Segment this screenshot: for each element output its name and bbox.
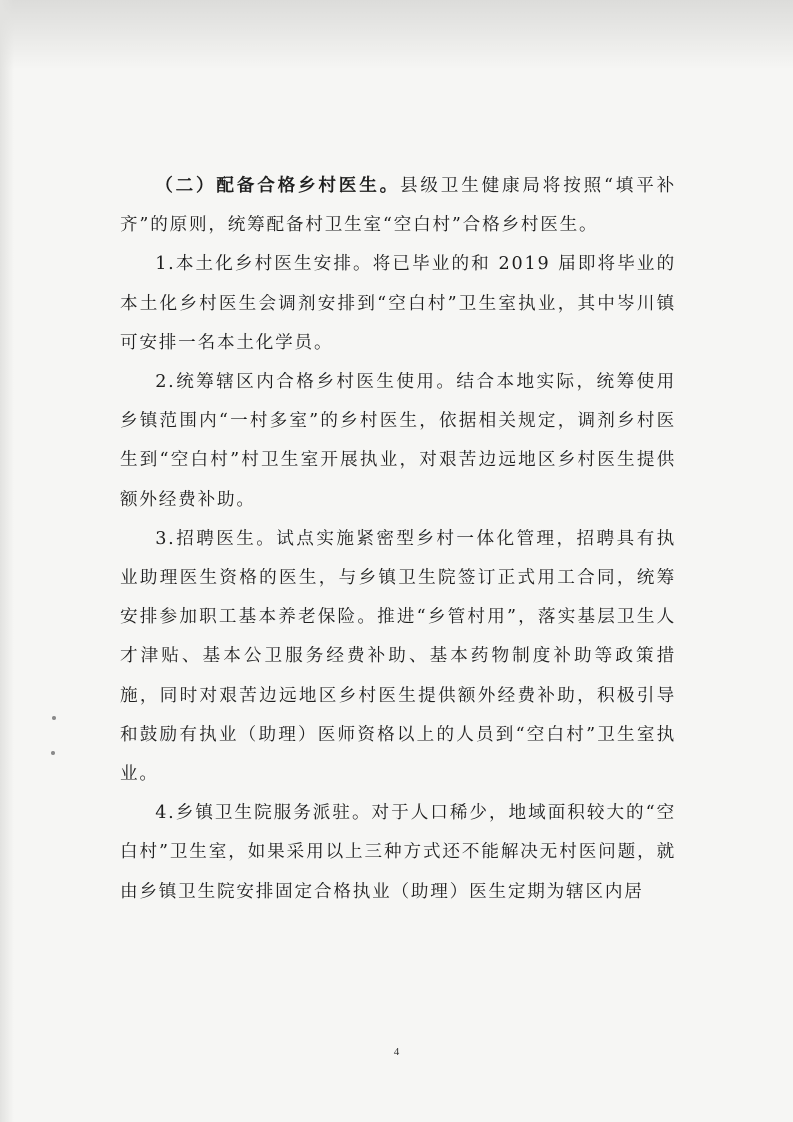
paragraph-text: 1.本土化乡村医生安排。将已毕业的和 2019 届即将毕业的本土化乡村医生会调剂安排到“空白村”卫生室执业，其中岑川镇可安排一名本土化学员。 — [120, 254, 676, 353]
scan-speck — [52, 716, 56, 720]
document-body — [120, 166, 676, 912]
paragraph-item-4 — [120, 794, 676, 912]
paragraph-section-heading — [120, 166, 676, 245]
paragraph-text: 4.乡镇卫生院服务派驻。对于人口稀少，地域面积较大的“空白村”卫生室，如果采用以上三种方式还不能解决无村医问题，就由乡镇卫生院安排固定合格执业（助理）医生定期为辖区内居 — [120, 803, 676, 902]
paragraph-text: 2.统筹辖区内合格乡村医生使用。结合本地实际，统筹使用乡镇范围内“一村多室”的乡村医生，依据相关规定，调剂乡村医生到“空白村”村卫生室开展执业，对艰苦边远地区乡村医生提供额外经费补助。 — [120, 372, 676, 510]
paragraph-text: 3.招聘医生。试点实施紧密型乡村一体化管理，招聘具有执业助理医生资格的医生，与乡镇卫生院签订正式用工合同，统筹安排参加职工基本养老保险。推进“乡管村用”，落实基层卫生人才津贴、基本公卫服务经费补助、基本药物制度补助等政策措施，同时对艰苦边远地区乡村医生提供额外经费补助，积极引导和鼓励有执业（助理）医师资格以上的人员到“空白村”卫生室执业。 — [120, 528, 676, 785]
section-heading: （二）配备合格乡村医生。 — [155, 175, 400, 196]
scan-speck — [51, 751, 55, 755]
scan-shadow-left — [0, 0, 14, 1122]
paragraph-item-1 — [120, 245, 676, 363]
paragraph-item-3 — [120, 520, 676, 794]
scan-shadow-top — [0, 0, 793, 70]
page-number: 4 — [393, 1046, 400, 1058]
paragraph-item-2 — [120, 363, 676, 520]
paragraph-text: 县级卫生健康局将按照“填平补齐”的原则，统筹配备村卫生室“空白村”合格乡村医生。 — [120, 176, 676, 236]
